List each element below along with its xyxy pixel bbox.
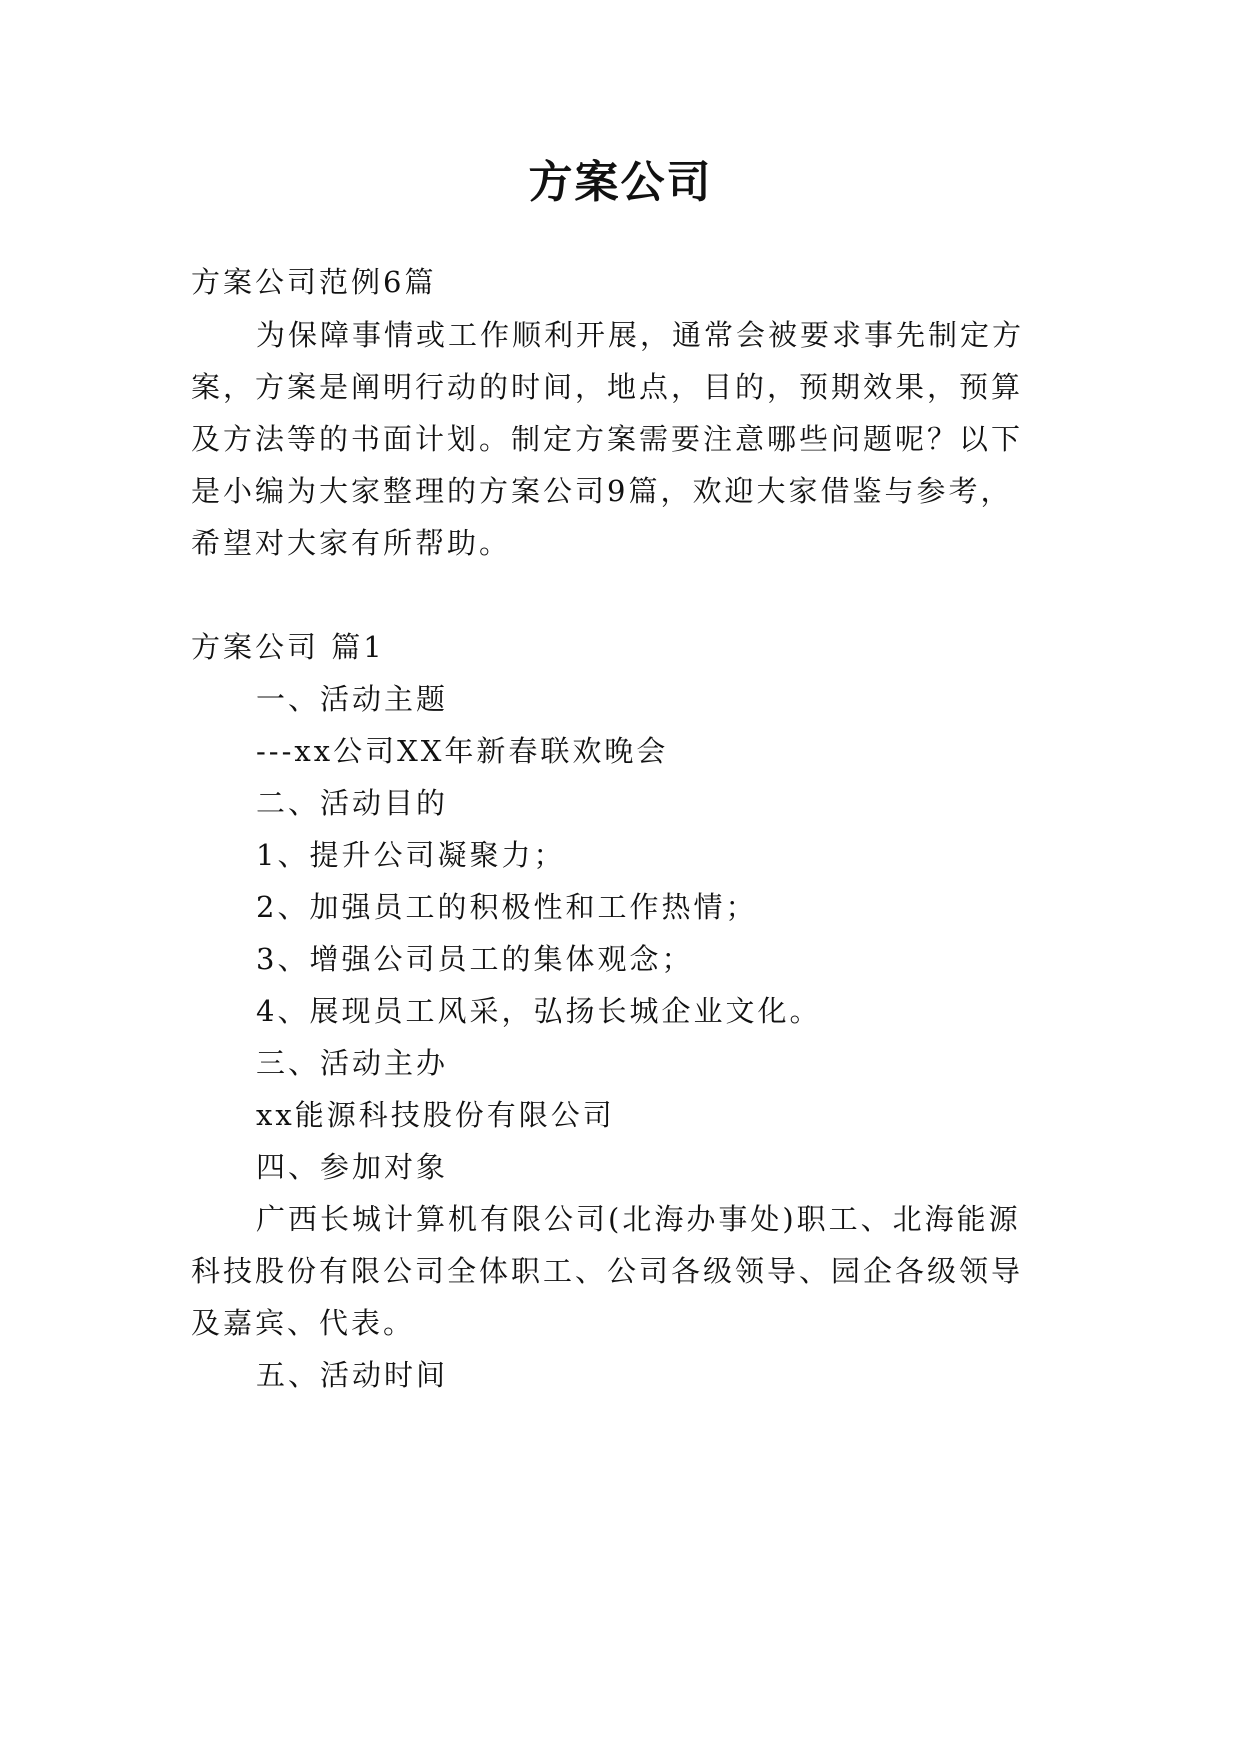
section-item: 二、活动目的 xyxy=(256,786,449,820)
section-heading: 方案公司 篇1 xyxy=(191,630,385,664)
section-item: 三、活动主办 xyxy=(256,1046,449,1080)
intro-line: 为保障事情或工作顺利开展，通常会被要求事先制定方 xyxy=(256,318,1025,352)
intro-line: 及方法等的书面计划。制定方案需要注意哪些问题呢？以下 xyxy=(191,422,1024,456)
section-item: ---xx公司XX年新春联欢晚会 xyxy=(256,734,669,768)
section-item: 1、提升公司凝聚力； xyxy=(256,838,566,872)
participants-line: 科技股份有限公司全体职工、公司各级领导、园企各级领导 xyxy=(191,1254,1024,1288)
participants-line: 广西长城计算机有限公司(北海办事处)职工、北海能源 xyxy=(256,1202,1021,1236)
section-item: 2、加强员工的积极性和工作热情； xyxy=(256,890,758,924)
intro-line: 是小编为大家整理的方案公司9篇，欢迎大家借鉴与参考， xyxy=(191,474,1013,508)
intro-line: 案，方案是阐明行动的时间，地点，目的，预期效果，预算 xyxy=(191,370,1024,404)
section-item: 五、活动时间 xyxy=(256,1358,449,1392)
document-subtitle: 方案公司范例6篇 xyxy=(191,265,437,299)
section-item: 3、增强公司员工的集体观念； xyxy=(256,942,694,976)
section-item: 4、展现员工风采，弘扬长城企业文化。 xyxy=(256,994,822,1028)
participants-line: 及嘉宾、代表。 xyxy=(191,1306,416,1340)
document-title: 方案公司 xyxy=(528,157,713,208)
section-item: 四、参加对象 xyxy=(256,1150,449,1184)
section-item: xx能源科技股份有限公司 xyxy=(256,1098,615,1132)
section-item: 一、活动主题 xyxy=(256,682,449,716)
intro-line: 希望对大家有所帮助。 xyxy=(191,526,512,560)
